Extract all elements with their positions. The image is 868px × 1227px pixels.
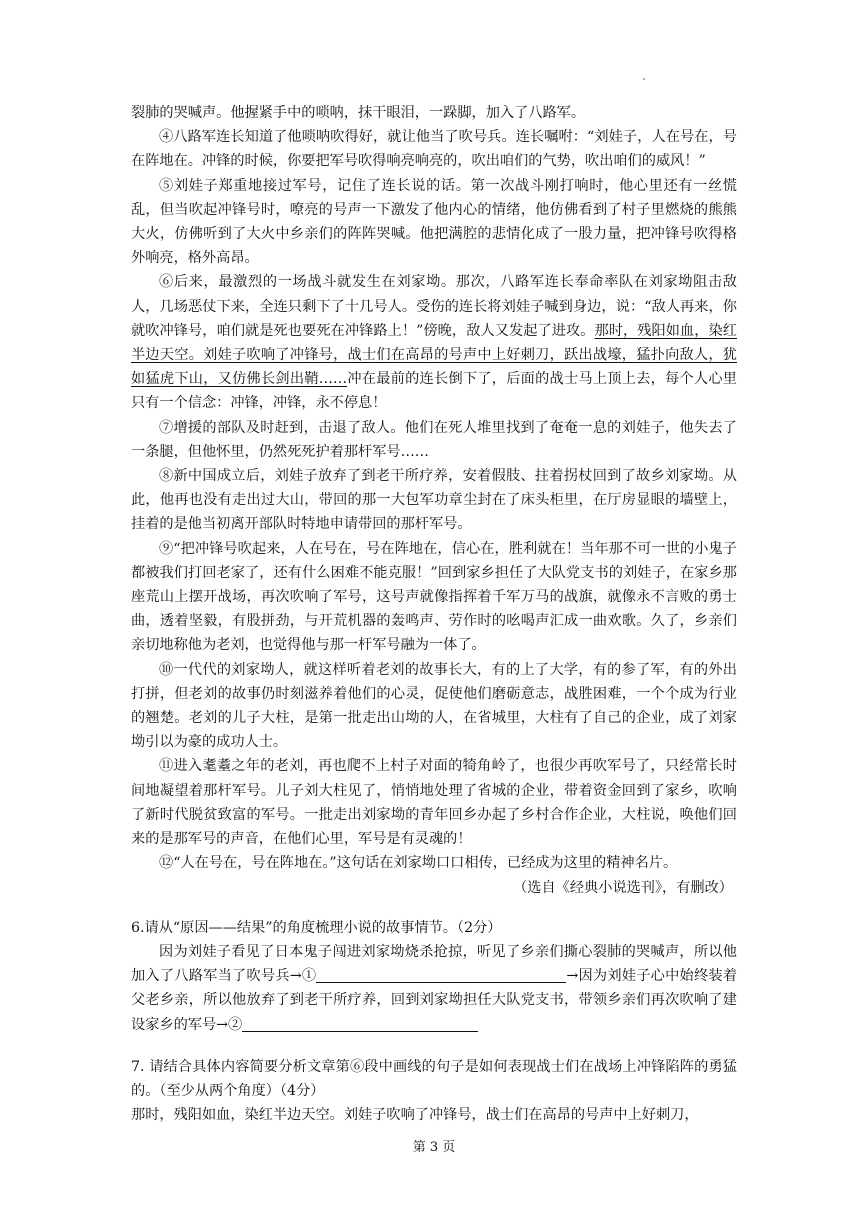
question-7-quote: 那时，残阳如血，染红半边天空。刘娃子吹响了冲锋号，战士们在高昂的号声中上好刺刀，	[131, 1107, 699, 1124]
source-citation: （选自《经典小说选刊》，有删改）	[513, 879, 733, 896]
question-7-title: 7. 请结合具体内容简要分析文章第⑥段中画线的句子是如何表现战士们在战场上冲锋陷阵的勇猛的。（至少从两个角度）（4分）	[131, 1058, 737, 1099]
paragraph-continued: 裂肺的哭喊声。他握紧手中的唢呐，抹干眼泪，一跺脚，加入了八路军。	[131, 105, 586, 121]
section-gap	[131, 900, 737, 916]
paragraph-11: ⑪进入耄耋之年的老刘，再也爬不上村子对面的犄角岭了，也很少再吹军号了，只经常长时间地凝望着那杆军号。儿子刘大柱见了，悄悄地处理了省城的企业，带着资金回到了家乡，吹响了新时代脱贫致富的军号。一批走出刘家坳的青年回乡办起了乡村合作企业，大柱说，唤他们回来的是那军号的声音，在他们心里，军号是有灵魂的！	[131, 758, 737, 848]
paragraph-10: ⑩一代代的刘家坳人，就这样听着老刘的故事长大，有的上了大学，有的参了军，有的外出打拼，但老刘的故事仍时刻滋养着他们的心灵，促使他们磨砺意志，战胜困难，一个个成为行业的翘楚。老刘的儿子大柱，是第一批走出山坳的人，在省城里，大柱有了自己的企业，成了刘家坳引以为豪的成功人士。	[131, 661, 737, 751]
answer-blank-1[interactable]	[316, 966, 566, 983]
page-number: 第 3 页	[412, 1140, 456, 1155]
paragraph-6-intro: ⑥后来，最激烈的一场战斗就发生在刘家坳。那次，八路军连长奉命率队在刘家坳阻击敌人，几场恶仗下来，全连只剩下了十几号人。受伤的连长将刘娃子喊到身边，说：“敌人再来，你就吹冲锋号，咱们就是死也要死在冲锋路上！”傍晚，敌人又发起了进攻。	[131, 274, 737, 339]
paragraph-6	[131, 270, 737, 415]
question-6-part2: →因为刘娃子心中始终装着父老乡亲，所以他放弃了到老干所疗养，回到刘家坳担任大队党支书，带领乡亲们再次吹响了建设家乡的军号→②	[131, 968, 738, 1033]
scan-speck	[643, 78, 645, 80]
answer-blank-2[interactable]	[242, 1015, 478, 1032]
paragraph-6-end: 冲在最前的连长倒下了，后面的战士马上顶上去，每个人心里只有一个信念：冲锋，冲锋，永不停息！	[131, 371, 737, 412]
paragraph-7: ⑦增援的部队及时赶到，击退了敌人。他们在死人堆里找到了奄奄一息的刘娃子，他失去了一条腿，但他怀里，仍然死死护着那杆军号……	[131, 419, 737, 460]
paragraph-5: ⑤刘娃子郑重地接过军号，记住了连长说的话。第一次战斗刚打响时，他心里还有一丝慌乱，但当吹起冲锋号时，嘹亮的号声一下激发了他内心的情绪，他仿佛看到了村子里燃烧的熊熊大火，仿佛听到了大火中乡亲们的阵阵哭喊。他把满腔的悲情化成了一股力量，把冲锋号吹得格外响亮，格外高昂。	[131, 177, 737, 267]
section-gap	[131, 1037, 737, 1055]
paragraph-9: ⑨“把冲锋号吹起来，人在号在，号在阵地在，信心在，胜利就在！当年那不可一世的小鬼子都被我们打回老家了，还有什么困难不能克服！”回到家乡担任了大队党支书的刘娃子，在家乡那座荒山上摆开战场，再次吹响了军号，这号声就像指挥着千军万马的战旗，就像永不言败的勇士曲，透着坚毅，有股拼劲，与开荒机器的轰鸣声、劳作时的吆喝声汇成一曲欢歌。久了，乡亲们亲切地称他为老刘，也觉得他与那一杆军号融为一体了。	[131, 540, 737, 654]
paragraph-4: ④八路军连长知道了他唢呐吹得好，就让他当了吹号兵。连长嘱咐：“刘娃子，人在号在，号在阵地在。冲锋的时候，你要把军号吹得响亮响亮的，吹出咱们的气势，吹出咱们的威风！”	[131, 129, 737, 170]
paragraph-12: ⑫“人在号在，号在阵地在。”这句话在刘家坳口口相传，已经成为这里的精神名片。	[159, 855, 678, 872]
underlined-sentence: 那时，残阳如血，染红半边天空。刘娃子吹响了冲锋号，战士们在高昂的号声中上好刺刀，跃出战壕，猛扑向敌人，犹如猛虎下山，又仿佛长剑出鞘……	[131, 322, 737, 388]
paragraph-8: ⑧新中国成立后，刘娃子放弃了到老干所疗养，安着假肢、拄着拐杖回到了故乡刘家坳。从此，他再也没有走出过大山，带回的那一大包军功章尘封在了床头柜里，在厅房显眼的墙壁上，挂着的是他当初离开部队时特地申请带回的那杆军号。	[131, 468, 737, 533]
question-6-part1: 因为刘娃子看见了日本鬼子闯进刘家坳烧杀抢掠，听见了乡亲们撕心裂肺的哭喊声，所以他加入了八路军当了吹号兵→①	[131, 943, 737, 985]
question-6-title: 6.请从“原因——结果”的角度梳理小说的故事情节。（2分）	[131, 919, 502, 936]
question-6-body	[131, 940, 737, 1037]
article-body	[131, 101, 737, 1127]
